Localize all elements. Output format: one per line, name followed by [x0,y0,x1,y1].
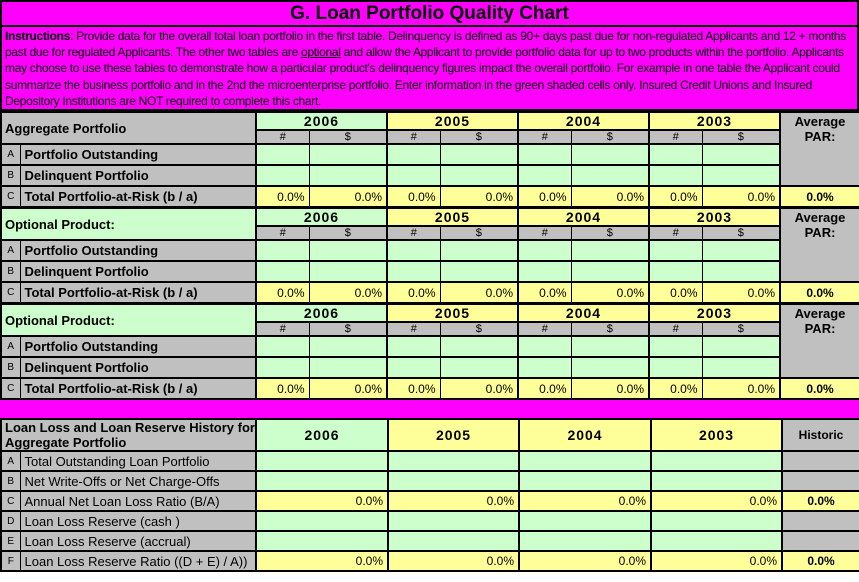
par-tables-container [0,111,859,400]
number-column-header: # [649,226,702,240]
calculated-value-cell: 0.0% [440,186,518,207]
row-letter: E [1,531,20,551]
loan-loss-history-table [0,418,859,572]
year-header-row [1,304,859,322]
input-cell-b-2006[interactable] [256,471,388,491]
year-header-2006: 2006 [256,304,387,322]
input-cell-a-2005-num[interactable] [387,240,440,261]
input-cell-d-2003[interactable] [651,511,782,531]
row-letter: C [1,186,20,207]
input-cell-a-2003-num[interactable] [649,336,702,357]
calculated-value-cell: 0.0% [387,282,440,303]
dollar-column-header: $ [309,322,387,336]
input-cell-b-2004-dollar[interactable] [571,357,649,378]
row-label: Total Outstanding Loan Portfolio [20,451,256,471]
row-label: Total Portfolio-at-Risk (b / a) [20,186,256,207]
input-cell-a-2003-dollar[interactable] [702,240,780,261]
year-header-2004: 2004 [518,208,649,226]
par-table-optional-1 [0,207,859,304]
input-cell-a-2006-dollar[interactable] [309,240,387,261]
input-cell-a-2004-num[interactable] [518,240,571,261]
average-par-header: Average PAR: [780,112,859,186]
table-title: Optional Product: [1,304,256,336]
input-cell-b-2004-num[interactable] [518,357,571,378]
input-cell-b-2006-dollar[interactable] [309,357,387,378]
input-cell-e-2006[interactable] [256,531,388,551]
dollar-column-header: $ [702,130,780,144]
input-cell-a-2005-dollar[interactable] [440,240,518,261]
row-label: Loan Loss Reserve (accrual) [20,531,256,551]
dollar-column-header: $ [309,130,387,144]
calculated-value-cell: 0.0% [518,378,571,399]
row-label: Loan Loss Reserve Ratio ((D + E) / A)) [20,551,256,571]
year-header-2004: 2004 [518,304,649,322]
row-label: Portfolio Outstanding [20,144,256,165]
input-cell-a-2006-num[interactable] [256,336,309,357]
historic-blank-cell [782,451,859,471]
calculated-value-cell: 0.0% [649,378,702,399]
row-letter: B [1,165,20,186]
row-label: Loan Loss Reserve (cash ) [20,511,256,531]
input-cell-a-2005-num[interactable] [387,336,440,357]
dollar-column-header: $ [571,226,649,240]
row-label: Net Write-Offs or Net Charge-Offs [20,471,256,491]
par-table-aggregate [0,111,859,208]
number-column-header: # [387,226,440,240]
input-cell-e-2004[interactable] [519,531,651,551]
table-row [1,282,859,303]
historic-value-cell: 0.0% [782,491,859,511]
table-row [1,357,859,378]
year-header-2004: 2004 [519,419,651,451]
calculated-value-cell: 0.0% [256,551,388,571]
input-cell-b-2004-dollar[interactable] [571,165,649,186]
table-title: Aggregate Portfolio [1,112,256,144]
table-row [1,186,859,207]
calculated-value-cell: 0.0% [309,378,387,399]
calculated-value-cell: 0.0% [387,186,440,207]
table-row [1,378,859,399]
input-cell-a-2004-dollar[interactable] [571,144,649,165]
table-row [1,491,859,511]
number-column-header: # [518,322,571,336]
input-cell-b-2005-num[interactable] [387,165,440,186]
history-table-container [0,418,859,572]
input-cell-a-2005-dollar[interactable] [440,336,518,357]
row-letter: F [1,551,20,571]
table-title: Optional Product: [1,208,256,240]
number-column-header: # [649,322,702,336]
input-cell-a-2003-dollar[interactable] [702,336,780,357]
input-cell-a-2006-dollar[interactable] [309,144,387,165]
historic-column-header: Historic [782,419,859,451]
calculated-value-cell: 0.0% [440,378,518,399]
table-row [1,144,859,165]
calculated-value-cell: 0.0% [256,186,309,207]
table-row [1,451,859,471]
input-cell-d-2004[interactable] [519,511,651,531]
input-cell-a-2006-num[interactable] [256,240,309,261]
calculated-value-cell: 0.0% [518,282,571,303]
input-cell-b-2004-dollar[interactable] [571,261,649,282]
instructions-block [0,27,859,111]
number-column-header: # [256,226,309,240]
input-cell-b-2005-num[interactable] [387,261,440,282]
row-letter: A [1,336,20,357]
table-row [1,471,859,491]
row-label: Delinquent Portfolio [20,165,256,186]
number-column-header: # [256,130,309,144]
input-cell-a-2004[interactable] [519,451,651,471]
calculated-value-cell: 0.0% [651,551,782,571]
input-cell-a-2004-dollar[interactable] [571,240,649,261]
year-header-2003: 2003 [649,208,780,226]
table-row [1,511,859,531]
input-cell-a-2006-num[interactable] [256,144,309,165]
historic-value-cell: 0.0% [782,551,859,571]
input-cell-a-2005-num[interactable] [387,144,440,165]
dollar-column-header: $ [440,322,518,336]
historic-blank-cell [782,471,859,491]
input-cell-b-2006-num[interactable] [256,165,309,186]
input-cell-a-2006[interactable] [256,451,388,471]
average-par-value: 0.0% [780,378,859,399]
year-header-2003: 2003 [651,419,782,451]
input-cell-b-2003-dollar[interactable] [702,357,780,378]
dollar-column-header: $ [309,226,387,240]
input-cell-b-2005-dollar[interactable] [440,165,518,186]
year-header-row [1,208,859,226]
input-cell-b-2003-dollar[interactable] [702,261,780,282]
dollar-column-header: $ [571,322,649,336]
calculated-value-cell: 0.0% [309,282,387,303]
input-cell-b-2005-dollar[interactable] [440,357,518,378]
input-cell-a-2005[interactable] [388,451,519,471]
input-cell-b-2006-dollar[interactable] [309,261,387,282]
table-row [1,551,859,571]
input-cell-b-2004-num[interactable] [518,261,571,282]
row-label: Delinquent Portfolio [20,261,256,282]
calculated-value-cell: 0.0% [388,551,519,571]
history-table-title: Loan Loss and Loan Reserve History for Aggregate Portfolio [1,419,256,451]
dollar-column-header: $ [702,226,780,240]
input-cell-a-2003-num[interactable] [649,144,702,165]
year-header-2003: 2003 [649,304,780,322]
year-header-2005: 2005 [388,419,519,451]
row-letter: D [1,511,20,531]
input-cell-e-2005[interactable] [388,531,519,551]
input-cell-a-2004-dollar[interactable] [571,336,649,357]
number-column-header: # [649,130,702,144]
historic-blank-cell [782,531,859,551]
input-cell-d-2005[interactable] [388,511,519,531]
input-cell-a-2003[interactable] [651,451,782,471]
row-label: Total Portfolio-at-Risk (b / a) [20,378,256,399]
dollar-column-header: $ [440,226,518,240]
separator-band [0,400,859,419]
calculated-value-cell: 0.0% [571,282,649,303]
input-cell-a-2005-dollar[interactable] [440,144,518,165]
calculated-value-cell: 0.0% [518,186,571,207]
input-cell-b-2003-num[interactable] [649,357,702,378]
dollar-column-header: $ [440,130,518,144]
table-row [1,261,859,282]
input-cell-b-2006-num[interactable] [256,261,309,282]
year-header-2004: 2004 [518,112,649,130]
row-label: Delinquent Portfolio [20,357,256,378]
row-label: Portfolio Outstanding [20,336,256,357]
calculated-value-cell: 0.0% [309,186,387,207]
instructions-text-segment: and allow the Applicant to provide portfolio data for up to two products within the portfolio. Applicants may choose to use these tables to demonstrate how a particular product's delinquency figures impact the overall portfolio. For example in one table the Applicant could summarize the business portfolio and in the 2nd the microenterprise portfolio. Enter information in the green shaded cells only. Insured Credit Unions and Insured Depository Institutions are NOT required to complete this chart. [5,45,844,108]
instructions-text-segment: optional [300,45,341,60]
average-par-header: Average PAR: [780,304,859,378]
row-letter: B [1,471,20,491]
calculated-value-cell: 0.0% [256,378,309,399]
calculated-value-cell: 0.0% [519,491,651,511]
calculated-value-cell: 0.0% [388,491,519,511]
input-cell-a-2006-dollar[interactable] [309,336,387,357]
par-table-optional-2 [0,303,859,400]
row-label: Annual Net Loan Loss Ratio (B/A) [20,491,256,511]
instructions-text-segment: : Provide data for the overall total loan portfolio in the first table. Delinquency is defined as 90+ days past due for non-regulated Applicants and 12 + months past due for regulated Applicants. The other two tables are [5,29,846,60]
number-column-header: # [518,226,571,240]
year-header-2005: 2005 [387,208,518,226]
year-header-2006: 2006 [256,208,387,226]
instructions-text-segment: Instructions [5,29,71,43]
calculated-value-cell: 0.0% [256,491,388,511]
calculated-value-cell: 0.0% [256,282,309,303]
calculated-value-cell: 0.0% [571,378,649,399]
year-header-2003: 2003 [649,112,780,130]
calculated-value-cell: 0.0% [702,378,780,399]
average-par-header: Average PAR: [780,208,859,282]
input-cell-b-2005-num[interactable] [387,357,440,378]
calculated-value-cell: 0.0% [651,491,782,511]
calculated-value-cell: 0.0% [702,282,780,303]
calculated-value-cell: 0.0% [649,186,702,207]
average-par-value: 0.0% [780,282,859,303]
page-title: G. Loan Portfolio Quality Chart [0,0,859,27]
input-cell-a-2003-num[interactable] [649,240,702,261]
input-cell-b-2004-num[interactable] [518,165,571,186]
number-column-header: # [518,130,571,144]
calculated-value-cell: 0.0% [440,282,518,303]
row-letter: A [1,451,20,471]
input-cell-b-2003-num[interactable] [649,165,702,186]
input-cell-b-2005-dollar[interactable] [440,261,518,282]
calculated-value-cell: 0.0% [571,186,649,207]
input-cell-a-2004-num[interactable] [518,144,571,165]
row-letter: A [1,144,20,165]
calculated-value-cell: 0.0% [702,186,780,207]
table-row [1,165,859,186]
input-cell-b-2006-dollar[interactable] [309,165,387,186]
input-cell-a-2003-dollar[interactable] [702,144,780,165]
year-header-row [1,112,859,130]
calculated-value-cell: 0.0% [649,282,702,303]
row-letter: C [1,491,20,511]
dollar-column-header: $ [702,322,780,336]
calculated-value-cell: 0.0% [387,378,440,399]
input-cell-b-2003[interactable] [651,471,782,491]
year-header-2006: 2006 [256,419,388,451]
year-header-2005: 2005 [387,304,518,322]
input-cell-b-2005[interactable] [388,471,519,491]
row-label: Total Portfolio-at-Risk (b / a) [20,282,256,303]
input-cell-e-2003[interactable] [651,531,782,551]
table-row [1,531,859,551]
history-header-row [1,419,859,451]
input-cell-d-2006[interactable] [256,511,388,531]
input-cell-b-2003-num[interactable] [649,261,702,282]
calculated-value-cell: 0.0% [519,551,651,571]
row-letter: B [1,261,20,282]
number-column-header: # [256,322,309,336]
row-letter: C [1,378,20,399]
number-column-header: # [387,130,440,144]
row-letter: B [1,357,20,378]
row-letter: A [1,240,20,261]
table-row [1,240,859,261]
year-header-2006: 2006 [256,112,387,130]
year-header-2005: 2005 [387,112,518,130]
table-row [1,336,859,357]
number-column-header: # [387,322,440,336]
dollar-column-header: $ [571,130,649,144]
average-par-value: 0.0% [780,186,859,207]
row-label: Portfolio Outstanding [20,240,256,261]
input-cell-b-2006-num[interactable] [256,357,309,378]
historic-blank-cell [782,511,859,531]
row-letter: C [1,282,20,303]
input-cell-b-2003-dollar[interactable] [702,165,780,186]
input-cell-a-2004-num[interactable] [518,336,571,357]
input-cell-b-2004[interactable] [519,471,651,491]
